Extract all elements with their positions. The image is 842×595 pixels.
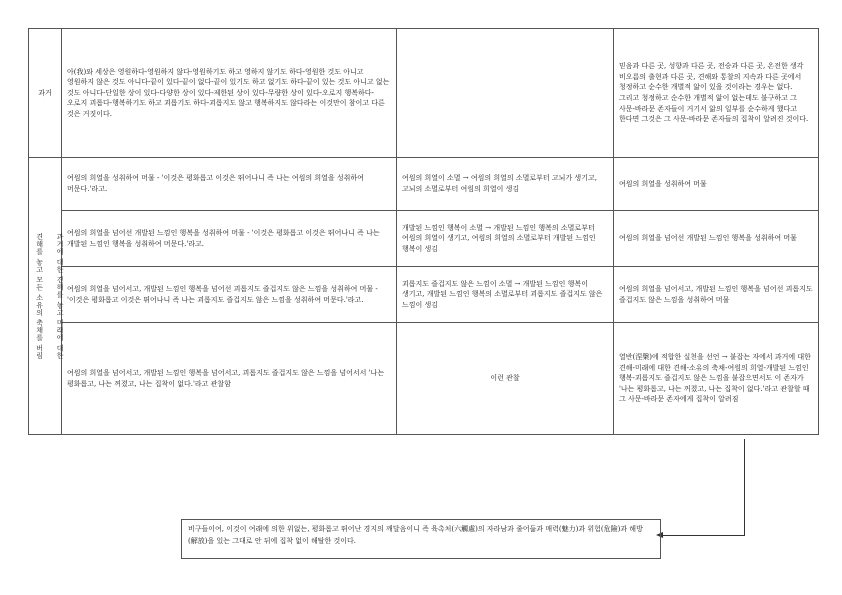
table-row (29, 211, 819, 267)
table-cell: 여읨의 희열을 넘어서고, 개발된 느낌인 행복을 넘어서고, 괴롭지도 즐겁지도 않은 느낌을 넘어서서 '나는 평화롭고, 나는 꺼졌고, 나는 집착이 없다.'라고 관찰함 (62, 323, 397, 435)
group-label-split (29, 230, 70, 362)
row-label-past: 과거 (29, 29, 62, 158)
table-cell: 여읨의 희열을 넘어선 개발된 느낌인 행복을 성취하여 머물 (614, 211, 819, 267)
table-row (29, 158, 819, 211)
table-cell: 여읨의 희열을 넘어서고, 개발된 느낌인 행복을 넘어선 괴롭지도 즐겁지도 않은 느낌을 성취하여 머물 - '이것은 평화롭고 이것은 뛰어나니 즉 나는 괴롭지도 즐겁지도 않은 느낌을 성취하여 머문다.'라고. (62, 267, 397, 323)
table-cell: 아(我)와 세상은 영원하다-영원하지 않다-영원하기도 하고 영하지 않기도 하다-영원한 것도 아니고 영원하지 않은 것도 아니다-끝이 있다-끝이 없다-끝이 있기도 하고 없기도 하다-끝이 있는 것도 아니고 없는 것도 아니다-단일한 상이 있다-다양한 상이 있다-제한된 상이 있다-무량한 상이 있다-오로지 행복하다-오로지 괴롭다-행복하기도 하고 괴롭기도 하다-괴롭지도 않고 행복하지도 않다라는 이것만이 참이고 다른 것은 거짓이다. (62, 29, 397, 158)
table-cell: 여읨의 희열을 성취하여 머물 - '이것은 평화롭고 이것은 뛰어나니 즉 나는 여읨의 희열을 성취하여 머문다.'라고. (62, 158, 397, 211)
table-cell: 믿음과 다른 곳, 성향과 다른 곳, 전승과 다른 곳, 온전한 생각 비오름의 출현과 다른 곳, 견해와 통찰의 지속과 다른 곳에서 청정하고 순수한 개별적 앎이 있을 것이라는 경우는 없다. 그리고 청정하고 순수한 개별적 앎이 없는데도 불구하고 그 사문-바라문 존자들이 거기서 앎의 일부를 순수하게 했다고 한다면 그것은 그 사문-바라문 존자들의 집착이 알려진 것이다. (614, 29, 819, 158)
table-row (29, 29, 819, 158)
table-cell: 개발된 느낌인 행복이 소멸 → 개발된 느낌인 행복의 소멸로부터 여읨의 희열이 생기고, 여읨의 희열의 소멸로부터 개발된 느낌인 행복이 생김 (397, 211, 614, 267)
connector-line-horizontal (662, 535, 745, 536)
table-cell: 괴롭지도 즐겁지도 않은 느낌이 소멸 → 개발된 느낌인 행복이 생기고, 개발된 느낌인 행복의 소멸로부터 괴롭지도 즐겁지도 않은 느낌이 생김 (397, 267, 614, 323)
conclusion-note: 비구들이여, 이것이 여래에 의한 위없는, 평화롭고 뛰어난 경지의 깨달음이니 즉 육촉처(六觸處)의 자라남과 줄어듦과 매력(魅力)과 위험(危險)과 해방(解放)을 있는 그대로 안 뒤에 집착 없이 해탈한 것이다. (181, 519, 661, 559)
table-row (29, 323, 819, 435)
table-cell: 열반(涅槃)에 적합한 실천을 선언 → 붙잡는 자에서 과거에 대한 견해-미래에 대한 견해-소유의 축채-여읨의 희열-개발된 느낌인 행복-괴롭지도 즐겁지도 않은 느낌을 붙잡으면서도 이 존자가 '나는 평화롭고, 나는 꺼졌고, 나는 집착이 없다.'라고 관찰할 때 그 사문-바라문 존자에게 집착이 알려짐 (614, 323, 819, 435)
table-cell (397, 29, 614, 158)
connector-line-vertical (744, 439, 745, 535)
group-label-cell (29, 158, 65, 435)
table-cell: 여읨의 희열을 성취하여 머물 (614, 158, 819, 211)
table-cell: 여읨의 희열을 넘어서고, 개발된 느낌인 행복을 넘어선 괴롭지도 즐겁지도 않은 느낌을 성취하여 머물 (614, 267, 819, 323)
table-row (29, 267, 819, 323)
group-label-a: 견해를 놓고 모든 소유의 축채를 버림 (35, 232, 44, 360)
comparison-table (28, 28, 819, 435)
table-cell: 여읨의 희열이 소멸 → 여읨의 희열의 소멸로부터 고뇌가 생기고, 고뇌의 소멸로부터 여읨의 희열이 생김 (397, 158, 614, 211)
table-cell: 이런 관찰 (397, 323, 614, 435)
table-cell: 여읨의 희열을 넘어선 개발된 느낌인 행복을 성취하여 머물 - '이것은 평화롭고 이것은 뛰어나니 즉 나는 개발된 느낌인 행복을 성취하여 머문다.'라고. (62, 211, 397, 267)
group-label-b: 과거에 대한 견해를 놓고 미래에 대한 (56, 232, 65, 360)
